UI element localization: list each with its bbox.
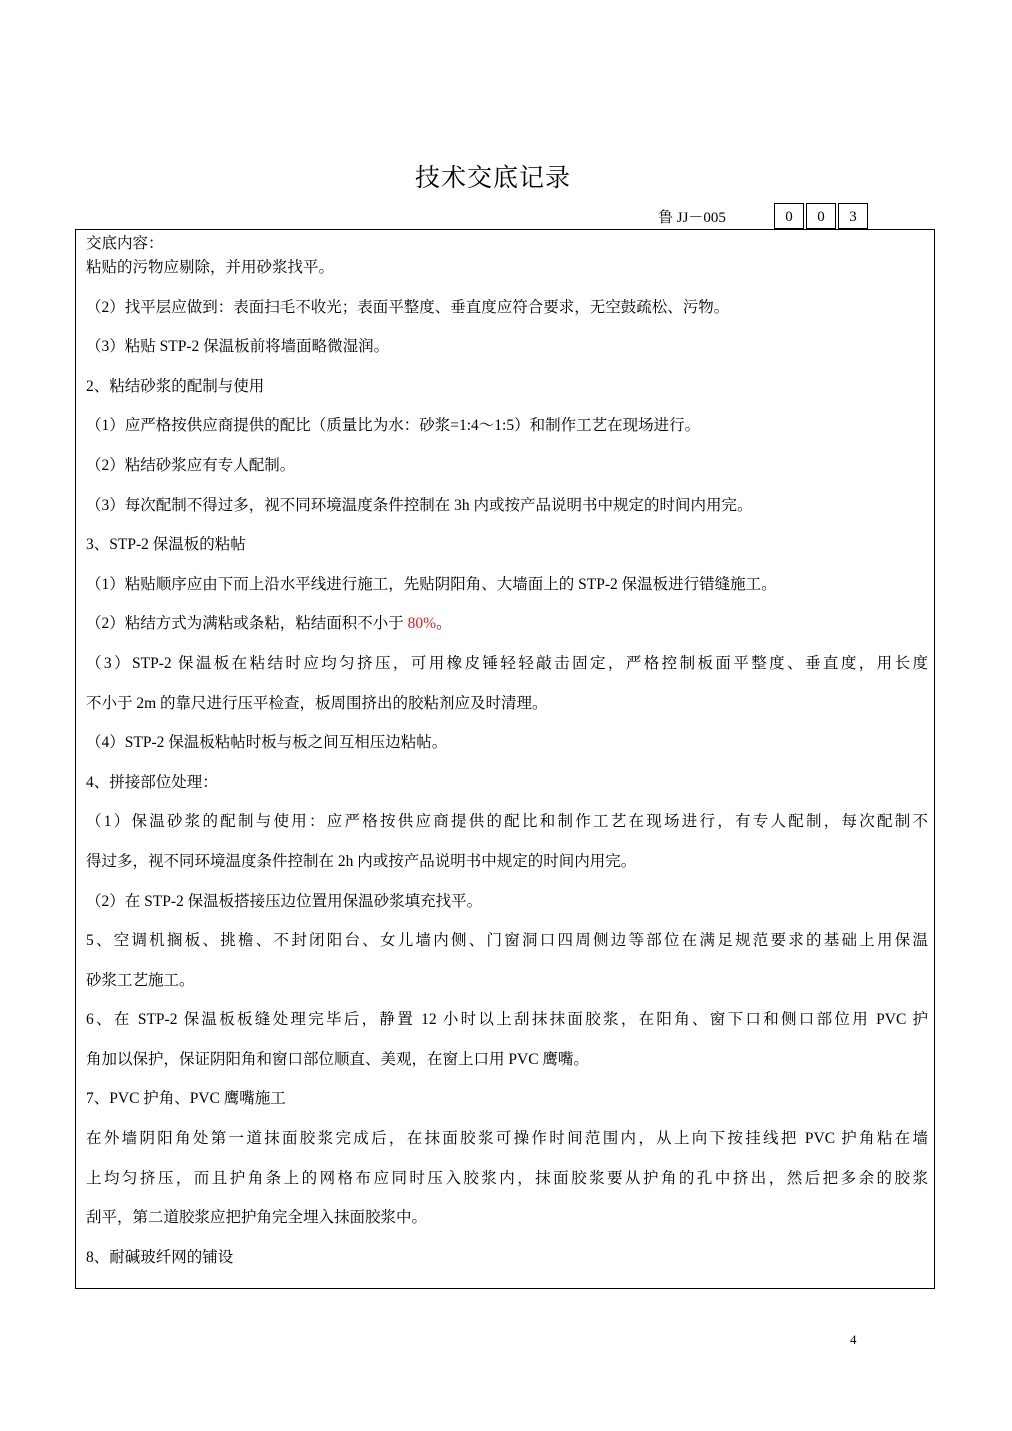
content-line: （1）粘贴顺序应由下而上沿水平线进行施工，先贴阴阳角、大墙面上的 STP-2 保温板进行错缝施工。	[86, 575, 777, 593]
content-line: （2）在 STP-2 保温板搭接压边位置用保温砂浆填充找平。	[86, 892, 483, 910]
content-line: 在外墙阴阳角处第一道抹面胶浆完成后，在抹面胶浆可操作时间范围内，从上向下按挂线把 PVC 护角粘在墙	[86, 1130, 928, 1148]
section-heading: 5、空调机搁板、挑檐、不封闭阳台、女儿墙内侧、门窗洞口四周侧边等部位在满足规范要求的基础上用保温	[86, 932, 928, 950]
content-line: 砂浆工艺施工。	[86, 971, 195, 989]
section-heading: 3、STP-2 保温板的粘帖	[86, 536, 246, 554]
content-line: 上均匀挤压，而且护角条上的网格布应同时压入胶浆内，抹面胶浆要从护角的孔中挤出，然后把多余的胶浆	[86, 1169, 928, 1187]
section-heading: 8、耐碱玻纤网的铺设	[86, 1248, 234, 1266]
section-heading: 6、在 STP-2 保温板板缝处理完毕后，静置 12 小时以上刮抹抹面胶浆，在阳角、窗下口和侧口部位用 PVC 护	[86, 1011, 928, 1029]
section-heading: 7、PVC 护角、PVC 鹰嘴施工	[86, 1090, 286, 1108]
bonding-area-highlight: 80%	[407, 615, 437, 633]
page-title: 技术交底记录	[414, 163, 571, 192]
section-heading: 4、拼接部位处理：	[86, 773, 218, 791]
content-line: 角加以保护，保证阴阳角和窗口部位顺直、美观，在窗上口用 PVC 鹰嘴。	[86, 1050, 589, 1068]
content-line: （4）STP-2 保温板粘帖时板与板之间互相压边粘帖。	[86, 734, 448, 752]
content-heading: 交底内容：	[86, 235, 164, 252]
code-digit-box: 3	[838, 203, 868, 229]
bonding-text-suffix: 。	[436, 615, 452, 633]
document-code-label: 鲁 JJ－005	[658, 210, 726, 226]
content-line: （3）粘贴 STP-2 保温板前将墙面略微湿润。	[86, 338, 390, 356]
content-line: （3）STP-2 保温板在粘结时应均匀挤压，可用橡皮锤轻轻敲击固定，严格控制板面平整度、垂直度，用长度	[86, 654, 928, 672]
content-line: 粘贴的污物应剔除，并用砂浆找平。	[86, 259, 335, 276]
content-line: （3）每次配制不得过多，视不同环境温度条件控制在 3h 内或按产品说明书中规定的时间内用完。	[86, 496, 753, 514]
bonding-text-prefix: （2）粘结方式为满粘或条粘，粘结面积不小于	[86, 615, 408, 633]
content-line: 得过多，视不同环境温度条件控制在 2h 内或按产品说明书中规定的时间内用完。	[86, 852, 637, 870]
section-heading: 2、粘结砂浆的配制与使用	[86, 377, 265, 395]
content-line: （1）应严格按供应商提供的配比（质量比为水：砂浆=1:4～1:5）和制作工艺在现场进行。	[86, 417, 701, 435]
content-body	[86, 233, 928, 1286]
content-line: （2）找平层应做到：表面扫毛不收光；表面平整度、垂直度应符合要求，无空鼓疏松、污物。	[86, 298, 730, 316]
content-line: 不小于 2m 的靠尺进行压平检查，板周围挤出的胶粘剂应及时清理。	[86, 694, 548, 712]
content-line: （1）保温砂浆的配制与使用：应严格按供应商提供的配比和制作工艺在现场进行，有专人配制，每次配制不	[86, 813, 928, 831]
document-code-boxes	[774, 203, 870, 229]
page-number: 4	[850, 1332, 857, 1347]
code-digit-box: 0	[774, 203, 804, 229]
content-line: （2）粘结砂浆应有专人配制。	[86, 456, 296, 474]
content-line-bonding	[86, 613, 928, 653]
code-digit-box: 0	[806, 203, 836, 229]
content-line: 刮平，第二道胶浆应把护角完全埋入抹面胶浆中。	[86, 1209, 428, 1227]
